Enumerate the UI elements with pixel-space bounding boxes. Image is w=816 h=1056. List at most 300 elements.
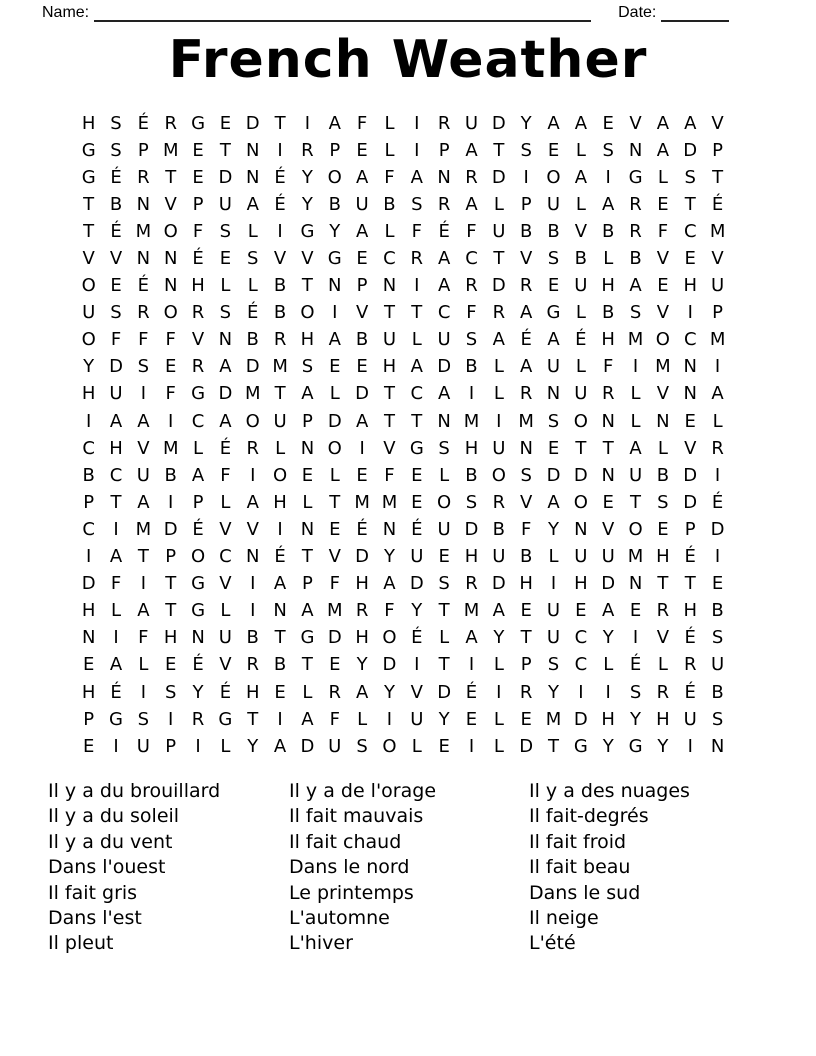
grid-letter: I <box>304 112 311 134</box>
grid-letter: R <box>656 600 670 622</box>
grid-letter: N <box>382 275 397 297</box>
grid-letter: T <box>301 275 313 297</box>
grid-letter: H <box>464 437 479 459</box>
grid-letter: U <box>218 193 232 215</box>
grid-letter: L <box>275 437 286 459</box>
grid-letter: C <box>683 220 697 242</box>
grid-letter: U <box>546 627 561 649</box>
grid-letter: B <box>711 600 724 622</box>
grid-letter: F <box>110 329 122 351</box>
grid-letter: G <box>109 708 123 730</box>
grid-letter: E <box>192 166 204 188</box>
grid-letter: A <box>109 410 123 432</box>
grid-letter: U <box>109 383 123 405</box>
grid-letter: B <box>164 464 177 486</box>
grid-letter: N <box>163 248 178 270</box>
grid-letter: V <box>711 248 724 270</box>
grid-letter: I <box>250 464 256 486</box>
grid-letter: E <box>219 112 232 134</box>
grid-letter: I <box>414 654 420 676</box>
grid-letter: P <box>83 491 95 513</box>
grid-letter: T <box>83 220 95 242</box>
grid-letter: B <box>82 464 95 486</box>
grid-letter: H <box>464 546 479 568</box>
grid-letter: D <box>81 573 96 595</box>
grid-letter: Y <box>411 600 423 622</box>
grid-letter: E <box>274 681 286 703</box>
word-list-item: Il neige <box>529 907 599 930</box>
grid-letter: A <box>137 410 150 432</box>
grid-letter: H <box>601 708 615 730</box>
grid-letter: U <box>410 708 424 730</box>
grid-letter: U <box>683 708 697 730</box>
page-title: French Weather <box>168 30 648 90</box>
grid-letter: A <box>465 139 478 161</box>
grid-letter: I <box>714 464 721 486</box>
grid-letter: S <box>411 193 423 215</box>
grid-letter: N <box>300 518 315 540</box>
grid-letter: N <box>710 735 725 757</box>
grid-letter: L <box>329 383 340 405</box>
grid-letter: A <box>301 600 314 622</box>
word-list-item: Il y a du soleil <box>48 805 180 828</box>
grid-letter: N <box>163 275 178 297</box>
grid-letter: T <box>219 139 231 161</box>
grid-letter: L <box>111 600 122 622</box>
grid-letter: N <box>191 627 205 649</box>
grid-letter: É <box>411 518 423 540</box>
grid-letter: S <box>137 708 150 730</box>
grid-letter: D <box>491 112 506 134</box>
grid-letter: E <box>110 275 122 297</box>
grid-letter: S <box>247 248 259 270</box>
grid-letter: B <box>629 248 642 270</box>
word-list-column <box>289 779 436 957</box>
grid-letter: V <box>82 248 95 270</box>
grid-letter: Y <box>602 735 614 757</box>
grid-letter: I <box>386 708 393 730</box>
grid-letter: B <box>602 302 615 324</box>
grid-letter: D <box>519 735 534 757</box>
grid-letter: E <box>329 356 341 378</box>
grid-letter: V <box>656 627 670 649</box>
grid-letter: R <box>683 654 697 676</box>
grid-letter: L <box>384 220 395 242</box>
grid-letter: E <box>411 464 423 486</box>
grid-letter: R <box>246 437 259 459</box>
grid-letter: H <box>519 573 533 595</box>
grid-letter: A <box>355 681 369 703</box>
grid-letter: U <box>82 302 96 324</box>
grid-letter: Y <box>602 627 614 649</box>
grid-letter: S <box>301 356 314 378</box>
grid-letter: T <box>383 383 395 405</box>
grid-letter: E <box>575 600 587 622</box>
grid-letter: V <box>246 518 259 540</box>
grid-letter: B <box>109 193 123 215</box>
grid-letter: H <box>300 329 315 351</box>
grid-letter: D <box>163 518 178 540</box>
grid-letter: I <box>195 735 201 757</box>
grid-letter: B <box>273 302 287 324</box>
grid-letter: G <box>300 220 315 242</box>
grid-letter: I <box>468 654 475 676</box>
grid-letter: R <box>410 248 424 270</box>
grid-letter: S <box>465 329 478 351</box>
grid-letter: O <box>163 302 178 324</box>
grid-letter: A <box>465 193 478 215</box>
grid-letter: A <box>383 573 396 595</box>
grid-letter: R <box>273 329 287 351</box>
grid-letter: T <box>438 654 450 676</box>
grid-letter: É <box>575 329 587 351</box>
grid-letter: N <box>246 166 260 188</box>
grid-letter: F <box>138 627 149 649</box>
grid-letter: A <box>574 166 588 188</box>
grid-letter: E <box>547 275 560 297</box>
grid-letter: D <box>437 681 452 703</box>
grid-letter: S <box>547 248 560 270</box>
grid-letter: A <box>273 573 287 595</box>
grid-letter: D <box>437 356 452 378</box>
grid-letter: M <box>709 329 726 351</box>
grid-letter: B <box>602 220 615 242</box>
grid-letter: A <box>656 112 670 134</box>
grid-letter: E <box>547 139 560 161</box>
grid-letter: I <box>113 518 119 540</box>
grid-letter: I <box>578 681 584 703</box>
grid-letter: D <box>573 708 588 730</box>
grid-letter: L <box>575 302 586 324</box>
grid-letter: M <box>244 383 261 405</box>
grid-letter: C <box>191 410 205 432</box>
word-list-item: Il fait mauvais <box>289 805 424 828</box>
grid-letter: N <box>628 573 643 595</box>
grid-letter: M <box>463 410 480 432</box>
grid-letter: M <box>135 518 152 540</box>
grid-letter: D <box>683 139 698 161</box>
grid-letter: Y <box>356 654 368 676</box>
grid-letter: S <box>465 491 478 513</box>
grid-letter: N <box>382 518 397 540</box>
word-list-column <box>48 779 220 957</box>
grid-letter: V <box>164 193 177 215</box>
grid-letter: L <box>247 220 258 242</box>
grid-letter: D <box>218 166 233 188</box>
grid-letter: S <box>520 139 532 161</box>
grid-letter: D <box>355 546 370 568</box>
grid-letter: I <box>86 546 92 568</box>
grid-letter: R <box>465 166 478 188</box>
grid-letter: U <box>382 329 397 351</box>
grid-letter: H <box>109 437 123 459</box>
grid-letter: B <box>547 220 560 242</box>
grid-letter: T <box>411 410 423 432</box>
grid-letter: M <box>627 546 644 568</box>
grid-letter: F <box>220 464 231 486</box>
grid-letter: E <box>520 708 532 730</box>
grid-letter: E <box>602 112 614 134</box>
grid-letter: Y <box>383 681 395 703</box>
grid-letter: É <box>411 627 423 649</box>
grid-letter: N <box>136 248 151 270</box>
grid-letter: T <box>274 627 286 649</box>
grid-letter: T <box>165 573 177 595</box>
grid-letter: N <box>683 383 697 405</box>
grid-letter: T <box>548 735 560 757</box>
grid-letter: I <box>605 681 611 703</box>
grid-letter: L <box>630 383 641 405</box>
grid-letter: U <box>437 518 451 540</box>
grid-letter: S <box>438 573 450 595</box>
grid-letter: A <box>711 383 724 405</box>
grid-letter: V <box>219 654 232 676</box>
grid-letter: P <box>301 573 313 595</box>
grid-letter: T <box>247 708 259 730</box>
grid-letter: A <box>492 329 505 351</box>
grid-letter: O <box>327 437 342 459</box>
grid-letter: T <box>165 600 177 622</box>
grid-letter: Y <box>438 708 450 730</box>
grid-letter: A <box>355 166 369 188</box>
grid-letter: R <box>246 654 259 676</box>
grid-letter: S <box>219 220 232 242</box>
grid-letter: P <box>83 708 95 730</box>
grid-letter: S <box>657 491 669 513</box>
grid-letter: R <box>656 681 670 703</box>
grid-letter: P <box>684 518 696 540</box>
grid-letter: P <box>712 139 723 161</box>
grid-letter: G <box>191 112 206 134</box>
grid-letter: É <box>274 166 286 188</box>
word-list-item: L'automne <box>289 907 390 930</box>
grid-letter: I <box>714 356 721 378</box>
grid-letter: N <box>328 275 342 297</box>
grid-letter: A <box>246 193 259 215</box>
grid-letter: O <box>327 166 342 188</box>
grid-letter: T <box>137 546 149 568</box>
grid-letter: P <box>520 193 532 215</box>
grid-letter: D <box>245 112 260 134</box>
grid-letter: I <box>632 627 639 649</box>
grid-letter: É <box>711 193 724 215</box>
grid-letter: F <box>138 329 149 351</box>
grid-letter: O <box>655 329 670 351</box>
grid-letter: L <box>220 600 231 622</box>
grid-letter: U <box>546 600 561 622</box>
grid-letter: L <box>220 275 231 297</box>
grid-letter: U <box>355 193 369 215</box>
grid-letter: A <box>520 302 533 324</box>
grid-letter: I <box>277 220 283 242</box>
grid-letter: P <box>192 193 204 215</box>
grid-letter: G <box>218 708 233 730</box>
grid-letter: R <box>629 193 642 215</box>
grid-letter: V <box>383 437 396 459</box>
grid-letter: B <box>465 356 478 378</box>
grid-letter: D <box>573 464 588 486</box>
grid-letter: Y <box>247 735 259 757</box>
grid-letter: T <box>684 573 696 595</box>
grid-letter: N <box>601 410 615 432</box>
grid-letter: L <box>548 546 559 568</box>
grid-letter: G <box>191 383 206 405</box>
grid-letter: M <box>518 410 534 432</box>
grid-letter: É <box>356 518 368 540</box>
grid-letter: F <box>603 356 614 378</box>
grid-letter: A <box>301 708 314 730</box>
grid-letter: É <box>274 546 286 568</box>
grid-letter: A <box>328 112 341 134</box>
grid-letter: T <box>712 166 724 188</box>
grid-letter: D <box>218 383 233 405</box>
word-list-item: Il y a du vent <box>48 830 173 853</box>
grid-letter: B <box>492 518 505 540</box>
grid-letter: L <box>712 410 723 432</box>
grid-letter: O <box>81 329 96 351</box>
grid-letter: D <box>601 573 616 595</box>
grid-letter: É <box>219 681 232 703</box>
grid-letter: E <box>547 437 560 459</box>
grid-letter: P <box>712 302 723 324</box>
grid-letter: E <box>192 139 204 161</box>
grid-letter: U <box>218 627 232 649</box>
word-list-item: Il y a des nuages <box>529 780 690 802</box>
word-list-item: L'été <box>529 932 576 955</box>
grid-letter: A <box>520 356 533 378</box>
grid-letter: Y <box>301 166 313 188</box>
grid-letter: O <box>81 275 96 297</box>
grid-letter: F <box>520 518 532 540</box>
grid-letter: L <box>302 681 313 703</box>
grid-letter: B <box>656 464 670 486</box>
grid-letter: E <box>356 464 368 486</box>
grid-letter: P <box>520 654 532 676</box>
grid-letter: A <box>602 600 615 622</box>
grid-letter: S <box>438 437 450 459</box>
grid-letter: O <box>546 166 561 188</box>
grid-letter: R <box>519 681 533 703</box>
grid-letter: S <box>547 410 560 432</box>
date-blank-line <box>661 5 729 22</box>
grid-letter: N <box>300 437 315 459</box>
grid-letter: A <box>492 600 505 622</box>
grid-letter: I <box>687 302 693 324</box>
grid-letter: D <box>710 518 725 540</box>
word-list-item: Il fait-degrés <box>529 805 649 828</box>
grid-letter: U <box>464 112 479 134</box>
grid-letter: L <box>493 654 504 676</box>
grid-letter: Y <box>83 356 95 378</box>
grid-letter: V <box>520 491 533 513</box>
grid-letter: I <box>687 735 693 757</box>
grid-letter: D <box>491 573 506 595</box>
grid-letter: G <box>191 573 206 595</box>
grid-letter: G <box>191 600 206 622</box>
grid-letter: C <box>465 248 478 270</box>
grid-letter: A <box>602 193 615 215</box>
grid-letter: D <box>464 518 479 540</box>
grid-letter: E <box>165 654 177 676</box>
grid-letter: L <box>657 166 668 188</box>
grid-letter: I <box>250 573 256 595</box>
word-list-item: Le printemps <box>289 881 414 904</box>
grid-letter: B <box>574 248 588 270</box>
grid-letter: E <box>657 275 669 297</box>
grid-letter: M <box>463 600 480 622</box>
grid-letter: V <box>301 248 314 270</box>
grid-letter: L <box>575 356 586 378</box>
grid-letter: S <box>629 681 642 703</box>
grid-letter: T <box>110 491 122 513</box>
grid-letter: D <box>245 356 260 378</box>
word-list-item: Il fait beau <box>529 856 631 879</box>
grid-letter: R <box>437 112 451 134</box>
word-list-item: Dans le nord <box>289 856 410 879</box>
grid-letter: B <box>519 546 533 568</box>
grid-letter: A <box>547 329 560 351</box>
grid-letter: R <box>137 302 150 324</box>
grid-letter: H <box>601 275 615 297</box>
grid-letter: L <box>302 491 313 513</box>
grid-letter: E <box>438 546 450 568</box>
grid-letter: M <box>272 356 288 378</box>
grid-letter: G <box>546 302 561 324</box>
grid-letter: V <box>602 518 615 540</box>
grid-letter: T <box>438 600 450 622</box>
grid-letter: S <box>356 735 368 757</box>
grid-letter: T <box>575 437 587 459</box>
grid-letter: V <box>191 329 205 351</box>
grid-letter: I <box>550 573 557 595</box>
grid-letter: B <box>355 329 369 351</box>
grid-letter: E <box>301 464 314 486</box>
grid-letter: N <box>656 410 670 432</box>
grid-letter: H <box>683 275 697 297</box>
grid-letter: S <box>711 627 724 649</box>
grid-letter: E <box>411 491 423 513</box>
grid-letter: A <box>656 139 670 161</box>
grid-letter: P <box>192 491 204 513</box>
grid-letter: U <box>601 546 615 568</box>
grid-letter: V <box>629 112 642 134</box>
grid-letter: A <box>574 112 588 134</box>
grid-letter: L <box>193 437 204 459</box>
grid-letter: G <box>409 437 424 459</box>
grid-letter: É <box>192 518 204 540</box>
grid-letter: S <box>547 654 560 676</box>
word-list-item: Dans l'est <box>48 907 142 930</box>
grid-letter: H <box>355 627 369 649</box>
grid-letter: U <box>410 546 424 568</box>
grid-letter: L <box>493 193 504 215</box>
word-list-item: Il fait froid <box>529 830 627 853</box>
grid-letter: G <box>81 139 96 161</box>
grid-letter: I <box>414 275 420 297</box>
grid-letter: A <box>328 329 341 351</box>
name-label: Name: <box>42 4 90 21</box>
grid-letter: H <box>81 112 96 134</box>
grid-letter: É <box>137 275 150 297</box>
word-list-item: Il y a du brouillard <box>48 780 221 802</box>
grid-letter: E <box>356 356 368 378</box>
grid-letter: F <box>384 600 395 622</box>
grid-letter: L <box>493 735 504 757</box>
grid-letter: S <box>164 681 177 703</box>
grid-letter: R <box>519 383 533 405</box>
grid-letter: Y <box>493 627 505 649</box>
grid-letter: L <box>657 437 668 459</box>
